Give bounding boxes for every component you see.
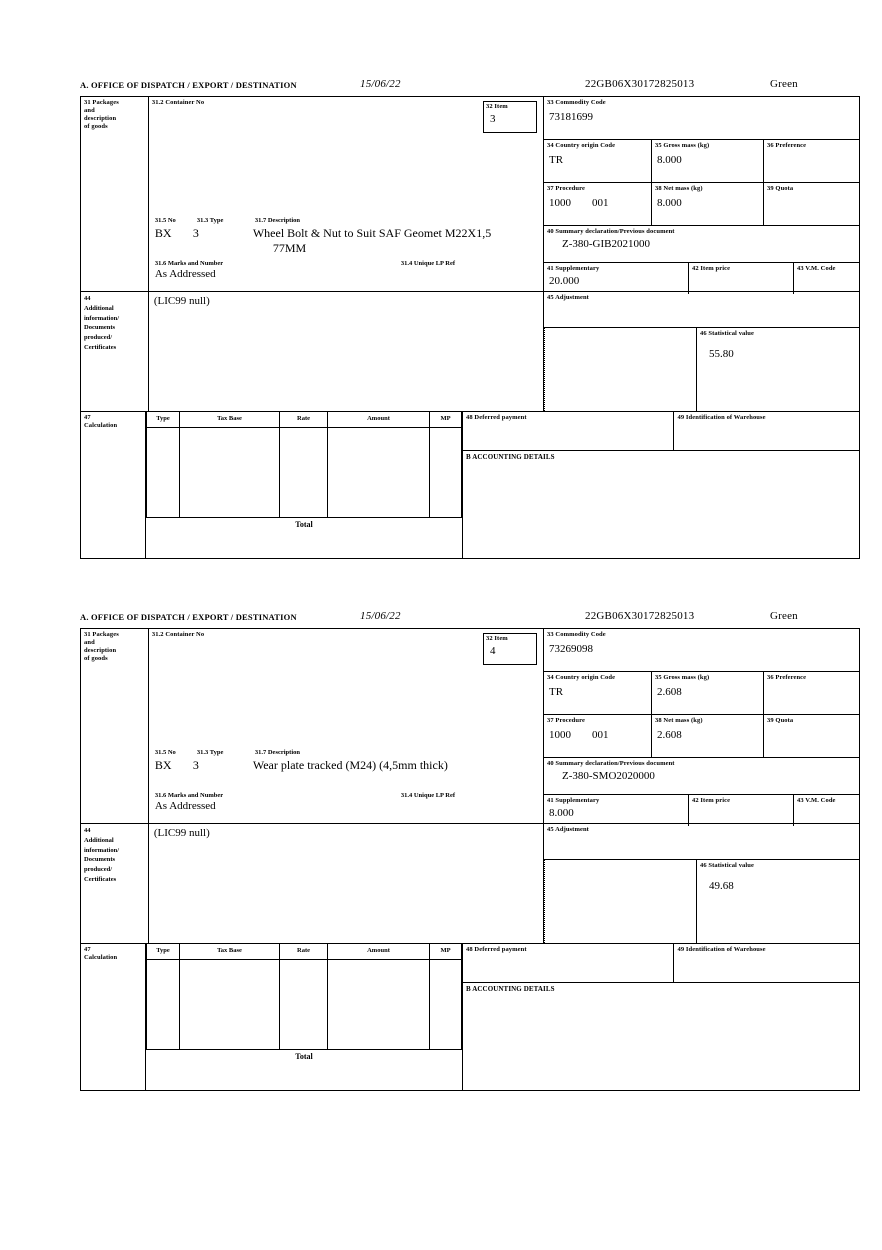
calc-col-mp: MP — [430, 412, 462, 428]
right-boxes-group — [544, 97, 859, 291]
box-45-row — [544, 292, 859, 328]
box-36-label: 36 Preference — [767, 142, 807, 149]
box-40-2 — [544, 758, 859, 794]
calc-col-rate: Rate — [280, 412, 328, 428]
box-31-label-2-line-2: and — [84, 639, 95, 647]
lane-status: Green — [770, 78, 798, 90]
box-42-value — [689, 273, 793, 275]
description-label-2: 31.7 Description — [254, 749, 300, 756]
box-32-item — [483, 101, 537, 133]
box-44-label-line-6: Certificates — [84, 343, 117, 351]
box-34-label-2: 34 Country origin Code — [547, 674, 616, 681]
box-b-label: B ACCOUNTING DETAILS — [466, 453, 555, 461]
box-39-label: 39 Quota — [767, 185, 794, 192]
customs-declaration-form-1 — [80, 78, 862, 559]
box-44-label-2-line-3: information/ — [84, 846, 120, 854]
box-45-label: 45 Adjustment — [547, 294, 589, 301]
box-43-label: 43 V.M. Code — [797, 265, 836, 272]
calc-cell-tax-base-2 — [180, 960, 280, 1050]
box-46-spacer — [544, 328, 696, 411]
calc-cell-type-2 — [146, 960, 180, 1050]
box-48-49-row — [463, 412, 859, 451]
box-33-label-2: 33 Commodity Code — [547, 631, 606, 638]
box-41-label: 41 Supplementary — [547, 265, 600, 272]
box-33-value: 73181699 — [549, 111, 593, 124]
calc-table-body-2 — [146, 960, 462, 1050]
box-40-value: Z-380-GIB2021000 — [562, 238, 650, 251]
box-45 — [544, 292, 859, 327]
box-44-label-2-line-2: Additional — [84, 836, 114, 844]
box-46-label-2: 46 Statistical value — [700, 862, 754, 869]
calc-table-header — [146, 412, 462, 428]
box-47-label-2 — [81, 944, 146, 1090]
type-label: 31.3 Type — [196, 217, 224, 224]
marks-value: As Addressed — [154, 268, 216, 280]
container-no-label: 31.2 Container No — [151, 99, 205, 106]
unique-lp-ref-label: 31.4 Unique LP Ref — [400, 260, 456, 267]
calc-cell-tax-base — [180, 428, 280, 518]
box-35-label-2: 35 Gross mass (kg) — [655, 674, 710, 681]
bottom-section-2 — [81, 943, 859, 1090]
box-35-label: 35 Gross mass (kg) — [655, 142, 710, 149]
box-48-label: 48 Deferred payment — [466, 414, 527, 421]
type-value-2: 3 — [192, 758, 199, 772]
box-44-content-2 — [149, 824, 544, 943]
calc-col-type-2: Type — [146, 944, 180, 960]
box-36 — [764, 140, 859, 182]
box-47-label-2-line-1: 47 — [84, 946, 91, 953]
box-41-2 — [544, 795, 689, 826]
box-43-label-2: 43 V.M. Code — [797, 797, 836, 804]
top-section — [81, 97, 859, 291]
box-31-label-line-1: 31 Packages — [84, 99, 119, 106]
box-34-value: TR — [549, 154, 564, 167]
calc-table-header-2 — [146, 944, 462, 960]
bottom-section — [81, 411, 859, 558]
box-48-label-2: 48 Deferred payment — [466, 946, 527, 953]
box-49 — [674, 412, 859, 450]
box-34-label: 34 Country origin Code — [547, 142, 616, 149]
office-of-dispatch-label: A. OFFICE OF DISPATCH / EXPORT / DESTINATION — [80, 80, 297, 90]
box-b-row-2 — [463, 983, 859, 1090]
box-43-2 — [794, 795, 859, 826]
calc-cell-rate-2 — [280, 960, 328, 1050]
box-45-46-group-2 — [544, 824, 859, 943]
calc-col-amount: Amount — [328, 412, 430, 428]
box-b-accounting-details — [463, 451, 859, 558]
box-38-2 — [652, 715, 764, 757]
box-32-label-2: 32 Item — [486, 635, 508, 642]
box-42-value-2 — [689, 805, 793, 807]
box-36-value-2 — [764, 682, 859, 686]
box-44-label-line-5: produced/ — [84, 334, 113, 341]
form-header — [80, 78, 862, 96]
box-38-value-2: 2.608 — [657, 729, 682, 742]
description-label: 31.7 Description — [254, 217, 300, 224]
box-42-label-2: 42 Item price — [692, 797, 731, 804]
type-value: 3 — [192, 226, 199, 240]
box-45-46-group — [544, 292, 859, 411]
box-33 — [544, 97, 859, 139]
box-49-label-2: 49 Identification of Warehouse — [677, 946, 766, 953]
box-44-label-line-3: information/ — [84, 314, 120, 322]
calc-cell-type — [146, 428, 180, 518]
box-34 — [544, 140, 652, 182]
box-31-label-2-line-4: of goods — [84, 655, 108, 663]
box-45-row-2 — [544, 824, 859, 860]
box-44-label — [81, 292, 149, 411]
calc-col-amount-2: Amount — [328, 944, 430, 960]
box-33-label: 33 Commodity Code — [547, 99, 606, 106]
box-38 — [652, 183, 764, 225]
box-44-label-2 — [81, 824, 149, 943]
box-44-content — [149, 292, 544, 411]
box-31-label-line-2: and — [84, 107, 95, 115]
box-38-value: 8.000 — [657, 197, 682, 210]
box-44-label-line-1: 44 — [84, 295, 91, 302]
declaration-date: 15/06/22 — [360, 78, 401, 90]
unique-lp-ref-label-2: 31.4 Unique LP Ref — [400, 792, 456, 799]
box-42-label: 42 Item price — [692, 265, 731, 272]
calc-cell-mp — [430, 428, 462, 518]
box-33-2 — [544, 629, 859, 671]
box-39-2 — [764, 715, 859, 757]
description-value-2: Wear plate tracked (M24) (4,5mm thick) — [252, 758, 448, 772]
box-46-spacer-2 — [544, 860, 696, 943]
declaration-date-2: 15/06/22 — [360, 610, 401, 622]
box-46-row — [544, 328, 859, 411]
lane-status-2: Green — [770, 610, 798, 622]
office-of-dispatch-label-2: A. OFFICE OF DISPATCH / EXPORT / DESTINATION — [80, 612, 297, 622]
box-39 — [764, 183, 859, 225]
box-37 — [544, 183, 652, 225]
box-37-value-2: 001 — [592, 197, 609, 210]
form-body-2 — [80, 628, 860, 1091]
middle-section — [81, 291, 859, 411]
box-34-value-2: TR — [549, 686, 564, 699]
no-label-2: 31.5 No — [154, 749, 176, 756]
calc-col-mp-2: MP — [430, 944, 462, 960]
type-label-2: 31.3 Type — [196, 749, 224, 756]
marks-value-2: As Addressed — [154, 800, 216, 812]
form-body — [80, 96, 860, 559]
box-31-label — [81, 97, 149, 291]
calc-col-rate-2: Rate — [280, 944, 328, 960]
calc-total-label-2: Total — [295, 1052, 313, 1061]
box-43-value — [794, 273, 859, 275]
box-37-2 — [544, 715, 652, 757]
middle-section-2 — [81, 823, 859, 943]
box-34-2 — [544, 672, 652, 714]
box-b-label-2: B ACCOUNTING DETAILS — [466, 985, 555, 993]
box-44-label-2-line-1: 44 — [84, 827, 91, 834]
calc-cell-amount — [328, 428, 430, 518]
box-46-2 — [696, 860, 859, 943]
form-header-2 — [80, 610, 862, 628]
calc-cell-rate — [280, 428, 328, 518]
description-value: Wheel Bolt & Nut to Suit SAF Geomet M22X1,5 — [252, 226, 492, 240]
box-31-label-line-4: of goods — [84, 123, 108, 131]
box-31-label-2 — [81, 629, 149, 823]
box-40 — [544, 226, 859, 262]
box-37-value: 1000 — [549, 197, 571, 210]
box-44-label-2-line-4: Documents — [84, 856, 116, 864]
box-40-row — [544, 226, 859, 263]
box-47-label-line-2: Calculation — [84, 422, 118, 430]
box-42-2 — [689, 795, 794, 826]
box-33-row-2 — [544, 629, 859, 672]
box-46-value-2: 49.68 — [709, 880, 734, 893]
box-47-table-2 — [146, 944, 462, 1090]
box-41-43-row-2 — [544, 795, 859, 826]
calc-cell-amount-2 — [328, 960, 430, 1050]
box-34-36-row-2 — [544, 672, 859, 715]
box-40-value-2: Z-380-SMO2020000 — [562, 770, 655, 783]
box-44-label-line-4: Documents — [84, 324, 116, 332]
box-49-2 — [674, 944, 859, 982]
box-47-label-2-line-2: Calculation — [84, 954, 118, 962]
calc-table-body — [146, 428, 462, 518]
box-36-label-2: 36 Preference — [767, 674, 807, 681]
no-label: 31.5 No — [154, 217, 176, 224]
box-36-value — [764, 150, 859, 154]
box-31-label-2-line-3: description — [84, 647, 117, 655]
box-35-value: 8.000 — [657, 154, 682, 167]
box-41-label-2: 41 Supplementary — [547, 797, 600, 804]
box-43-value-2 — [794, 805, 859, 807]
box-41 — [544, 263, 689, 294]
box-36-2 — [764, 672, 859, 714]
box-40-label-2: 40 Summary declaration/Previous document — [547, 760, 675, 767]
box-33-value-2: 73269098 — [549, 643, 593, 656]
box-49-label: 49 Identification of Warehouse — [677, 414, 766, 421]
marks-label-2: 31.6 Marks and Number — [154, 792, 224, 799]
box-39-label-2: 39 Quota — [767, 717, 794, 724]
box-48-49-row-2 — [463, 944, 859, 983]
box-46 — [696, 328, 859, 411]
box-47-label-line-1: 47 — [84, 414, 91, 421]
box-39-value-2 — [764, 725, 859, 729]
box-35-value-2: 2.608 — [657, 686, 682, 699]
box-44-value-2: (LIC99 null) — [153, 827, 210, 839]
box-46-row-2 — [544, 860, 859, 943]
box-41-value: 20.000 — [549, 275, 580, 288]
box-43 — [794, 263, 859, 294]
box-34-36-row — [544, 140, 859, 183]
marks-label: 31.6 Marks and Number — [154, 260, 224, 267]
box-31-label-line-3: description — [84, 115, 117, 123]
box-37-39-row-2 — [544, 715, 859, 758]
box-47-label — [81, 412, 146, 558]
box-37-39-row — [544, 183, 859, 226]
box-48-2 — [463, 944, 674, 982]
box-44-label-2-line-6: Certificates — [84, 875, 117, 883]
box-b-accounting-details-2 — [463, 983, 859, 1090]
box-45-2 — [544, 824, 859, 859]
box-46-value: 55.80 — [709, 348, 734, 361]
box-37-label-2: 37 Procedure — [547, 717, 585, 724]
box-41-43-row — [544, 263, 859, 294]
box-44-label-line-2: Additional — [84, 304, 114, 312]
box-44-value: (LIC99 null) — [153, 295, 210, 307]
box-32-item-2 — [483, 633, 537, 665]
box-42 — [689, 263, 794, 294]
box-32-value-2: 4 — [490, 645, 496, 657]
right-boxes-group-2 — [544, 629, 859, 823]
box-31-label-2-line-1: 31 Packages — [84, 631, 119, 638]
box-44-label-2-line-5: produced/ — [84, 866, 113, 873]
box-35 — [652, 140, 764, 182]
box-37-value-2: 1000 — [549, 729, 571, 742]
box-48 — [463, 412, 674, 450]
calc-col-tax-base: Tax Base — [180, 412, 280, 428]
box-31-content-2 — [149, 629, 544, 823]
box-37-value-2-second: 001 — [592, 729, 609, 742]
no-value: BX — [154, 226, 172, 240]
calc-col-tax-base-2: Tax Base — [180, 944, 280, 960]
box-38-label: 38 Net mass (kg) — [655, 185, 703, 192]
calc-total-label: Total — [295, 520, 313, 529]
box-39-value — [764, 193, 859, 197]
calc-col-type: Type — [146, 412, 180, 428]
box-40-label: 40 Summary declaration/Previous document — [547, 228, 675, 235]
description-value-line-2: 77MM — [272, 241, 307, 255]
box-37-label: 37 Procedure — [547, 185, 585, 192]
box-35-2 — [652, 672, 764, 714]
calc-cell-mp-2 — [430, 960, 462, 1050]
top-section-2 — [81, 629, 859, 823]
box-41-value-2: 8.000 — [549, 807, 574, 820]
no-value-2: BX — [154, 758, 172, 772]
box-38-label-2: 38 Net mass (kg) — [655, 717, 703, 724]
box-31-content — [149, 97, 544, 291]
box-48-49-b-group-2 — [462, 944, 859, 1090]
box-48-49-b-group — [462, 412, 859, 558]
box-32-value: 3 — [490, 113, 496, 125]
box-40-row-2 — [544, 758, 859, 795]
movement-reference-number: 22GB06X30172825013 — [585, 78, 695, 90]
container-no-label-2: 31.2 Container No — [151, 631, 205, 638]
movement-reference-number-2: 22GB06X30172825013 — [585, 610, 695, 622]
box-33-row — [544, 97, 859, 140]
box-46-label: 46 Statistical value — [700, 330, 754, 337]
box-47-table — [146, 412, 462, 558]
box-b-row — [463, 451, 859, 558]
box-45-label-2: 45 Adjustment — [547, 826, 589, 833]
box-32-label: 32 Item — [486, 103, 508, 110]
customs-declaration-form-2 — [80, 610, 862, 1091]
